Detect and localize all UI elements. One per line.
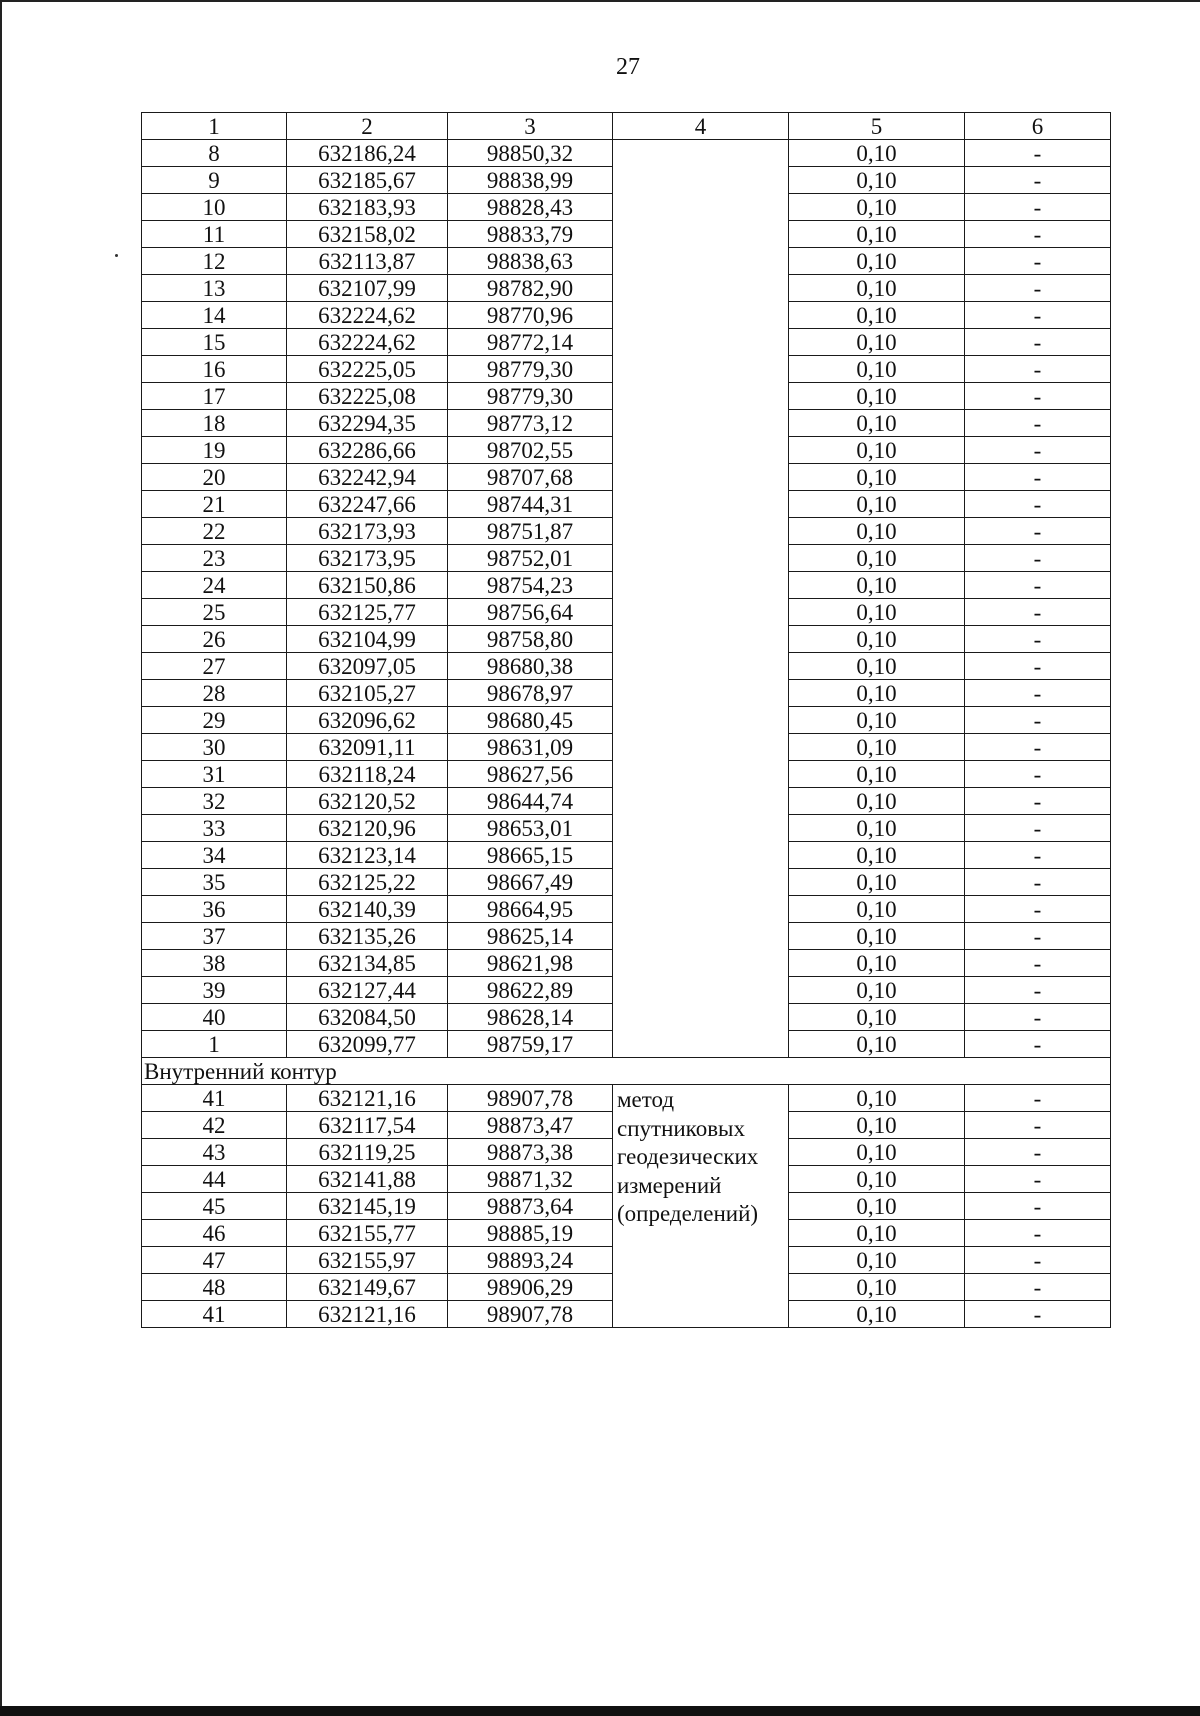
cell-accuracy: 0,10 — [789, 1166, 965, 1193]
cell-y-coordinate: 98838,63 — [448, 248, 613, 275]
cell-method-merged — [613, 1085, 789, 1328]
cell-y-coordinate: 98680,45 — [448, 707, 613, 734]
cell-x-coordinate: 632134,85 — [287, 950, 448, 977]
cell-accuracy: 0,10 — [789, 1031, 965, 1058]
cell-x-coordinate: 632119,25 — [287, 1139, 448, 1166]
cell-point-number: 16 — [142, 356, 287, 383]
cell-accuracy: 0,10 — [789, 221, 965, 248]
table-row — [142, 1085, 1111, 1112]
cell-y-coordinate: 98664,95 — [448, 896, 613, 923]
cell-x-coordinate: 632107,99 — [287, 275, 448, 302]
cell-x-coordinate: 632224,62 — [287, 329, 448, 356]
cell-x-coordinate: 632155,97 — [287, 1247, 448, 1274]
cell-note: - — [965, 950, 1111, 977]
cell-y-coordinate: 98628,14 — [448, 1004, 613, 1031]
cell-note: - — [965, 167, 1111, 194]
cell-note: - — [965, 842, 1111, 869]
header-cell-y-coordinate: 3 — [448, 113, 613, 140]
cell-note: - — [965, 653, 1111, 680]
header-cell-method: 4 — [613, 113, 789, 140]
page-border-left — [0, 0, 2, 1716]
section-row — [142, 1058, 1111, 1085]
cell-note: - — [965, 788, 1111, 815]
cell-accuracy: 0,10 — [789, 140, 965, 167]
cell-x-coordinate: 632097,05 — [287, 653, 448, 680]
cell-point-number: 35 — [142, 869, 287, 896]
cell-y-coordinate: 98871,32 — [448, 1166, 613, 1193]
cell-note: - — [965, 140, 1111, 167]
cell-accuracy: 0,10 — [789, 950, 965, 977]
cell-point-number: 38 — [142, 950, 287, 977]
cell-point-number: 41 — [142, 1301, 287, 1328]
cell-point-number: 41 — [142, 1085, 287, 1112]
cell-point-number: 27 — [142, 653, 287, 680]
cell-accuracy: 0,10 — [789, 167, 965, 194]
cell-accuracy: 0,10 — [789, 329, 965, 356]
cell-x-coordinate: 632140,39 — [287, 896, 448, 923]
cell-note: - — [965, 194, 1111, 221]
cell-point-number: 28 — [142, 680, 287, 707]
header-cell-accuracy: 5 — [789, 113, 965, 140]
cell-accuracy: 0,10 — [789, 869, 965, 896]
cell-note: - — [965, 383, 1111, 410]
cell-accuracy: 0,10 — [789, 1085, 965, 1112]
cell-x-coordinate: 632294,35 — [287, 410, 448, 437]
cell-y-coordinate: 98873,38 — [448, 1139, 613, 1166]
cell-y-coordinate: 98873,47 — [448, 1112, 613, 1139]
cell-note: - — [965, 1031, 1111, 1058]
header-cell-note: 6 — [965, 113, 1111, 140]
cell-x-coordinate: 632183,93 — [287, 194, 448, 221]
cell-note: - — [965, 1193, 1111, 1220]
cell-y-coordinate: 98678,97 — [448, 680, 613, 707]
cell-point-number: 46 — [142, 1220, 287, 1247]
cell-y-coordinate: 98779,30 — [448, 383, 613, 410]
cell-accuracy: 0,10 — [789, 680, 965, 707]
section-label-inner-contour: Внутренний контур — [142, 1058, 1111, 1085]
cell-y-coordinate: 98838,99 — [448, 167, 613, 194]
cell-accuracy: 0,10 — [789, 842, 965, 869]
cell-x-coordinate: 632113,87 — [287, 248, 448, 275]
cell-y-coordinate: 98833,79 — [448, 221, 613, 248]
cell-x-coordinate: 632120,52 — [287, 788, 448, 815]
cell-note: - — [965, 1301, 1111, 1328]
cell-x-coordinate: 632099,77 — [287, 1031, 448, 1058]
cell-accuracy: 0,10 — [789, 410, 965, 437]
cell-point-number: 32 — [142, 788, 287, 815]
cell-point-number: 24 — [142, 572, 287, 599]
cell-accuracy: 0,10 — [789, 896, 965, 923]
cell-accuracy: 0,10 — [789, 383, 965, 410]
cell-accuracy: 0,10 — [789, 1004, 965, 1031]
cell-y-coordinate: 98873,64 — [448, 1193, 613, 1220]
stray-dot — [115, 254, 118, 257]
cell-y-coordinate: 98782,90 — [448, 275, 613, 302]
cell-y-coordinate: 98744,31 — [448, 491, 613, 518]
cell-y-coordinate: 98621,98 — [448, 950, 613, 977]
cell-accuracy: 0,10 — [789, 437, 965, 464]
cell-note: - — [965, 356, 1111, 383]
cell-y-coordinate: 98754,23 — [448, 572, 613, 599]
cell-note: - — [965, 275, 1111, 302]
cell-x-coordinate: 632247,66 — [287, 491, 448, 518]
cell-point-number: 47 — [142, 1247, 287, 1274]
cell-note: - — [965, 1112, 1111, 1139]
cell-note: - — [965, 1139, 1111, 1166]
cell-y-coordinate: 98622,89 — [448, 977, 613, 1004]
cell-point-number: 43 — [142, 1139, 287, 1166]
method-text-line: геодезических — [617, 1144, 759, 1170]
cell-note: - — [965, 491, 1111, 518]
cell-y-coordinate: 98625,14 — [448, 923, 613, 950]
cell-accuracy: 0,10 — [789, 626, 965, 653]
cell-point-number: 14 — [142, 302, 287, 329]
cell-point-number: 21 — [142, 491, 287, 518]
cell-x-coordinate: 632127,44 — [287, 977, 448, 1004]
cell-accuracy: 0,10 — [789, 734, 965, 761]
cell-x-coordinate: 632091,11 — [287, 734, 448, 761]
cell-accuracy: 0,10 — [789, 707, 965, 734]
cell-y-coordinate: 98631,09 — [448, 734, 613, 761]
cell-x-coordinate: 632286,66 — [287, 437, 448, 464]
coordinates-table-body — [142, 113, 1111, 1328]
method-text-line: метод — [617, 1087, 675, 1112]
cell-point-number: 42 — [142, 1112, 287, 1139]
cell-y-coordinate: 98885,19 — [448, 1220, 613, 1247]
cell-x-coordinate: 632120,96 — [287, 815, 448, 842]
page-border-top — [0, 0, 1200, 2]
cell-accuracy: 0,10 — [789, 518, 965, 545]
cell-x-coordinate: 632096,62 — [287, 707, 448, 734]
cell-accuracy: 0,10 — [789, 1220, 965, 1247]
cell-x-coordinate: 632186,24 — [287, 140, 448, 167]
cell-x-coordinate: 632105,27 — [287, 680, 448, 707]
cell-accuracy: 0,10 — [789, 194, 965, 221]
cell-accuracy: 0,10 — [789, 1247, 965, 1274]
cell-point-number: 11 — [142, 221, 287, 248]
cell-point-number: 10 — [142, 194, 287, 221]
cell-x-coordinate: 632135,26 — [287, 923, 448, 950]
cell-note: - — [965, 977, 1111, 1004]
cell-point-number: 8 — [142, 140, 287, 167]
cell-x-coordinate: 632185,67 — [287, 167, 448, 194]
cell-point-number: 36 — [142, 896, 287, 923]
cell-x-coordinate: 632125,77 — [287, 599, 448, 626]
cell-note: - — [965, 1085, 1111, 1112]
cell-note: - — [965, 1166, 1111, 1193]
cell-point-number: 26 — [142, 626, 287, 653]
cell-accuracy: 0,10 — [789, 1193, 965, 1220]
cell-point-number: 29 — [142, 707, 287, 734]
cell-point-number: 48 — [142, 1274, 287, 1301]
cell-x-coordinate: 632125,22 — [287, 869, 448, 896]
cell-x-coordinate: 632225,08 — [287, 383, 448, 410]
cell-point-number: 30 — [142, 734, 287, 761]
cell-note: - — [965, 626, 1111, 653]
cell-x-coordinate: 632224,62 — [287, 302, 448, 329]
cell-y-coordinate: 98644,74 — [448, 788, 613, 815]
cell-point-number: 33 — [142, 815, 287, 842]
cell-y-coordinate: 98907,78 — [448, 1301, 613, 1328]
header-cell-x-coordinate: 2 — [287, 113, 448, 140]
cell-x-coordinate: 632149,67 — [287, 1274, 448, 1301]
cell-note: - — [965, 869, 1111, 896]
cell-point-number: 44 — [142, 1166, 287, 1193]
cell-point-number: 23 — [142, 545, 287, 572]
cell-accuracy: 0,10 — [789, 545, 965, 572]
cell-x-coordinate: 632150,86 — [287, 572, 448, 599]
cell-y-coordinate: 98828,43 — [448, 194, 613, 221]
cell-accuracy: 0,10 — [789, 653, 965, 680]
cell-accuracy: 0,10 — [789, 356, 965, 383]
cell-note: - — [965, 464, 1111, 491]
cell-point-number: 22 — [142, 518, 287, 545]
cell-y-coordinate: 98752,01 — [448, 545, 613, 572]
cell-note: - — [965, 545, 1111, 572]
cell-point-number: 25 — [142, 599, 287, 626]
method-text-line: (определений) — [617, 1201, 759, 1227]
cell-y-coordinate: 98665,15 — [448, 842, 613, 869]
cell-y-coordinate: 98772,14 — [448, 329, 613, 356]
cell-y-coordinate: 98759,17 — [448, 1031, 613, 1058]
method-text-line: спутниковых — [617, 1115, 746, 1141]
cell-accuracy: 0,10 — [789, 761, 965, 788]
cell-accuracy: 0,10 — [789, 815, 965, 842]
cell-note: - — [965, 815, 1111, 842]
cell-note: - — [965, 923, 1111, 950]
cell-x-coordinate: 632084,50 — [287, 1004, 448, 1031]
cell-point-number: 39 — [142, 977, 287, 1004]
cell-y-coordinate: 98758,80 — [448, 626, 613, 653]
cell-point-number: 40 — [142, 1004, 287, 1031]
cell-y-coordinate: 98653,01 — [448, 815, 613, 842]
cell-accuracy: 0,10 — [789, 572, 965, 599]
cell-y-coordinate: 98907,78 — [448, 1085, 613, 1112]
cell-accuracy: 0,10 — [789, 1274, 965, 1301]
cell-note: - — [965, 248, 1111, 275]
cell-y-coordinate: 98680,38 — [448, 653, 613, 680]
cell-note: - — [965, 518, 1111, 545]
cell-accuracy: 0,10 — [789, 302, 965, 329]
cell-note: - — [965, 410, 1111, 437]
cell-accuracy: 0,10 — [789, 275, 965, 302]
cell-point-number: 12 — [142, 248, 287, 275]
cell-accuracy: 0,10 — [789, 1112, 965, 1139]
page-border-bottom — [0, 1706, 1200, 1716]
cell-y-coordinate: 98893,24 — [448, 1247, 613, 1274]
cell-note: - — [965, 1004, 1111, 1031]
table-row — [142, 140, 1111, 167]
cell-note: - — [965, 761, 1111, 788]
cell-note: - — [965, 1274, 1111, 1301]
cell-note: - — [965, 599, 1111, 626]
cell-y-coordinate: 98906,29 — [448, 1274, 613, 1301]
cell-note: - — [965, 221, 1111, 248]
cell-note: - — [965, 1247, 1111, 1274]
cell-point-number: 45 — [142, 1193, 287, 1220]
cell-y-coordinate: 98751,87 — [448, 518, 613, 545]
cell-y-coordinate: 98707,68 — [448, 464, 613, 491]
cell-x-coordinate: 632173,95 — [287, 545, 448, 572]
cell-y-coordinate: 98770,96 — [448, 302, 613, 329]
cell-point-number: 19 — [142, 437, 287, 464]
cell-x-coordinate: 632118,24 — [287, 761, 448, 788]
cell-x-coordinate: 632141,88 — [287, 1166, 448, 1193]
cell-x-coordinate: 632145,19 — [287, 1193, 448, 1220]
cell-x-coordinate: 632158,02 — [287, 221, 448, 248]
cell-x-coordinate: 632173,93 — [287, 518, 448, 545]
cell-accuracy: 0,10 — [789, 788, 965, 815]
page-number: 27 — [616, 54, 640, 80]
cell-y-coordinate: 98756,64 — [448, 599, 613, 626]
cell-note: - — [965, 680, 1111, 707]
cell-x-coordinate: 632242,94 — [287, 464, 448, 491]
cell-accuracy: 0,10 — [789, 464, 965, 491]
cell-accuracy: 0,10 — [789, 1139, 965, 1166]
cell-point-number: 31 — [142, 761, 287, 788]
cell-point-number: 20 — [142, 464, 287, 491]
cell-note: - — [965, 1220, 1111, 1247]
cell-y-coordinate: 98702,55 — [448, 437, 613, 464]
cell-point-number: 34 — [142, 842, 287, 869]
cell-accuracy: 0,10 — [789, 248, 965, 275]
cell-accuracy: 0,10 — [789, 599, 965, 626]
cell-y-coordinate: 98773,12 — [448, 410, 613, 437]
cell-y-coordinate: 98779,30 — [448, 356, 613, 383]
cell-note: - — [965, 572, 1111, 599]
cell-x-coordinate: 632155,77 — [287, 1220, 448, 1247]
cell-note: - — [965, 896, 1111, 923]
cell-accuracy: 0,10 — [789, 1301, 965, 1328]
cell-x-coordinate: 632104,99 — [287, 626, 448, 653]
cell-x-coordinate: 632225,05 — [287, 356, 448, 383]
table-header-row — [142, 113, 1111, 140]
cell-accuracy: 0,10 — [789, 923, 965, 950]
cell-note: - — [965, 734, 1111, 761]
cell-accuracy: 0,10 — [789, 977, 965, 1004]
cell-point-number: 13 — [142, 275, 287, 302]
cell-point-number: 18 — [142, 410, 287, 437]
cell-y-coordinate: 98850,32 — [448, 140, 613, 167]
method-text-line: измерений — [617, 1172, 722, 1198]
cell-point-number: 1 — [142, 1031, 287, 1058]
cell-note: - — [965, 707, 1111, 734]
cell-note: - — [965, 329, 1111, 356]
cell-point-number: 9 — [142, 167, 287, 194]
cell-note: - — [965, 302, 1111, 329]
cell-point-number: 37 — [142, 923, 287, 950]
cell-x-coordinate: 632117,54 — [287, 1112, 448, 1139]
cell-y-coordinate: 98667,49 — [448, 869, 613, 896]
cell-note: - — [965, 437, 1111, 464]
cell-x-coordinate: 632121,16 — [287, 1085, 448, 1112]
cell-accuracy: 0,10 — [789, 491, 965, 518]
header-cell-point-number: 1 — [142, 113, 287, 140]
cell-x-coordinate: 632121,16 — [287, 1301, 448, 1328]
coordinates-table — [141, 112, 1111, 1328]
cell-method-merged — [613, 140, 789, 1058]
cell-point-number: 15 — [142, 329, 287, 356]
cell-x-coordinate: 632123,14 — [287, 842, 448, 869]
cell-point-number: 17 — [142, 383, 287, 410]
cell-y-coordinate: 98627,56 — [448, 761, 613, 788]
